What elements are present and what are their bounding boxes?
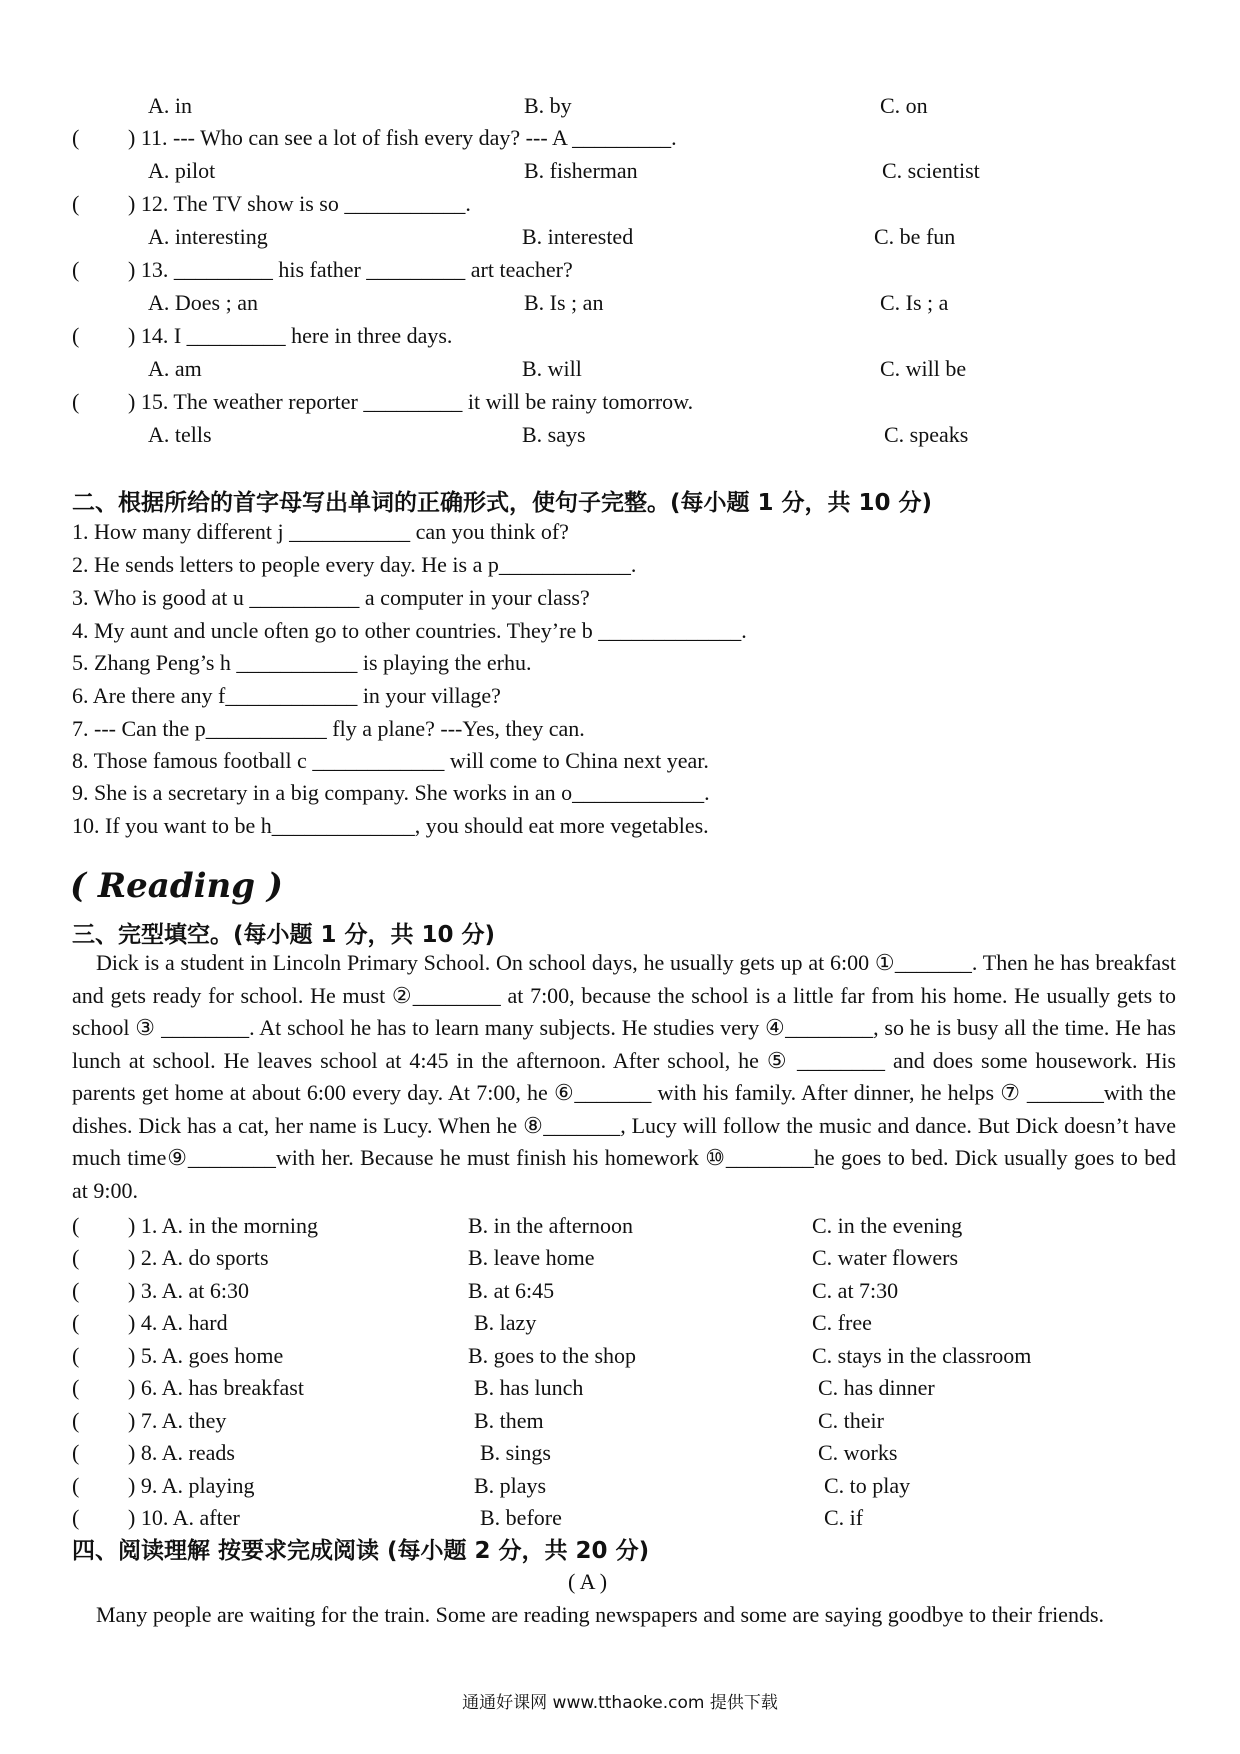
fill-item: 2. He sends letters to people every day. He is a p____________. [72,552,637,577]
cloze-passage: Dick is a student in Lincoln Primary School. On school days, he usually gets up at 6:00 ①_______. Then he has breakfast and gets ready for school. He must ②________ at 7:00, because the school is a little far from his home. He usually gets to school ③ ________. At school he has to learn many subjects. He studies very ④________, so he is busy all the time. He has lunch at school. He leaves school at 4:45 in the afternoon. After school, he ⑤ ________ and does some housework. His parents get home at about 6:00 every day. At 7:00, he ⑥_______ with his family. After dinner, he helps ⑦ _______with the dishes. Dick has a cat, her name is Lucy. When he ⑧_______, Lucy will follow the music and dance. But Dick doesn’t have much time⑨________with her. Because he must finish his homework ⑩________he goes to bed. Dick usually goes to bed at 9:00. [72,950,1176,1203]
option-b: B. sings [480,1440,551,1465]
answer-paren: ( [72,1213,80,1238]
option-b: B. them [474,1408,544,1433]
option-b: B. says [522,422,586,447]
answer-paren: ( [72,1245,80,1270]
answer-paren: ( [72,1408,80,1433]
question-stem: ) 1. A. in the morning [128,1213,319,1238]
option-c: C. to play [824,1473,911,1498]
option-c: C. free [812,1310,872,1335]
question-stem: ) 4. A. hard [128,1310,228,1335]
fill-item: 6. Are there any f____________ in your village? [72,683,501,708]
fill-item: 3. Who is good at u __________ a computer in your class? [72,585,590,610]
option-b: B. by [524,93,572,118]
option-a: A. am [148,356,202,381]
answer-paren: ( [72,323,80,348]
option-b: B. at 6:45 [468,1278,555,1303]
fill-item: 10. If you want to be h_____________, you should eat more vegetables. [72,813,709,838]
question-stem: ) 6. A. has breakfast [128,1375,304,1400]
question-stem: ) 9. A. playing [128,1473,255,1498]
fill-item: 9. She is a secretary in a big company. She works in an o____________. [72,780,710,805]
answer-paren: ( [72,1343,80,1368]
fill-item: 5. Zhang Peng’s h ___________ is playing the erhu. [72,650,532,675]
question-stem: ) 11. --- Who can see a lot of fish every day? --- A _________. [128,125,677,150]
question-stem: ) 2. A. do sports [128,1245,269,1270]
answer-paren: ( [72,1310,80,1335]
answer-paren: ( [72,257,80,282]
section-heading: 二、根据所给的首字母写出单词的正确形式，使句子完整。(每小题 1 分，共 10 分) [72,490,933,516]
reading-title: ( Reading ) [70,866,283,906]
option-b: B. goes to the shop [468,1343,637,1368]
option-a: A. in [148,93,192,118]
question-stem: ) 15. The weather reporter _________ it will be rainy tomorrow. [128,389,694,414]
option-b: B. leave home [468,1245,595,1270]
answer-paren: ( [72,1375,80,1400]
section-heading: 三、完型填空。(每小题 1 分，共 10 分) [72,922,496,948]
fill-item: 4. My aunt and uncle often go to other countries. They’re b _____________. [72,618,747,643]
option-c: C. if [824,1505,864,1530]
option-a: A. interesting [148,224,268,249]
option-c: C. water flowers [812,1245,959,1270]
option-c: C. on [880,93,928,118]
option-b: B. lazy [474,1310,537,1335]
answer-paren: ( [72,191,80,216]
question-stem: ) 7. A. they [128,1408,227,1433]
answer-paren: ( [72,1278,80,1303]
question-stem: ) 12. The TV show is so ___________. [128,191,471,216]
section-heading: 四、阅读理解 按要求完成阅读 (每小题 2 分，共 20 分) [72,1538,650,1564]
question-stem: ) 10. A. after [128,1505,240,1530]
question-stem: ) 3. A. at 6:30 [128,1278,249,1303]
option-a: A. tells [148,422,212,447]
option-a: A. pilot [148,158,216,183]
page-footer: 通通好课网 www.tthaoke.com 提供下载 [462,1693,778,1713]
option-c: C. scientist [882,158,980,183]
answer-paren: ( [72,1473,80,1498]
option-b: B. in the afternoon [468,1213,633,1238]
option-b: B. before [480,1505,562,1530]
question-stem: ) 5. A. goes home [128,1343,284,1368]
question-stem: ) 14. I _________ here in three days. [128,323,453,348]
passage-label: ( A ) [568,1569,608,1594]
fill-item: 1. How many different j ___________ can you think of? [72,519,569,544]
option-c: C. their [818,1408,884,1433]
question-stem: ) 8. A. reads [128,1440,235,1465]
option-b: B. Is ; an [524,290,604,315]
option-c: C. works [818,1440,898,1465]
option-c: C. will be [880,356,967,381]
fill-item: 8. Those famous football c ____________ will come to China next year. [72,748,709,773]
option-b: B. has lunch [474,1375,584,1400]
reading-passage: Many people are waiting for the train. Some are reading newspapers and some are saying goodbye to their friends. [96,1602,1105,1627]
answer-paren: ( [72,125,80,150]
option-c: C. be fun [874,224,956,249]
answer-paren: ( [72,1440,80,1465]
option-c: C. stays in the classroom [812,1343,1032,1368]
option-c: C. in the evening [812,1213,963,1238]
option-c: C. speaks [884,422,969,447]
option-a: A. Does ; an [148,290,258,315]
option-c: C. Is ; a [880,290,949,315]
fill-item: 7. --- Can the p___________ fly a plane? ---Yes, they can. [72,716,585,741]
option-c: C. has dinner [818,1375,935,1400]
option-b: B. plays [474,1473,547,1498]
question-stem: ) 13. _________ his father _________ art teacher? [128,257,573,282]
option-b: B. will [522,356,582,381]
answer-paren: ( [72,389,80,414]
answer-paren: ( [72,1505,80,1530]
option-b: B. fisherman [524,158,638,183]
option-c: C. at 7:30 [812,1278,899,1303]
option-b: B. interested [522,224,634,249]
